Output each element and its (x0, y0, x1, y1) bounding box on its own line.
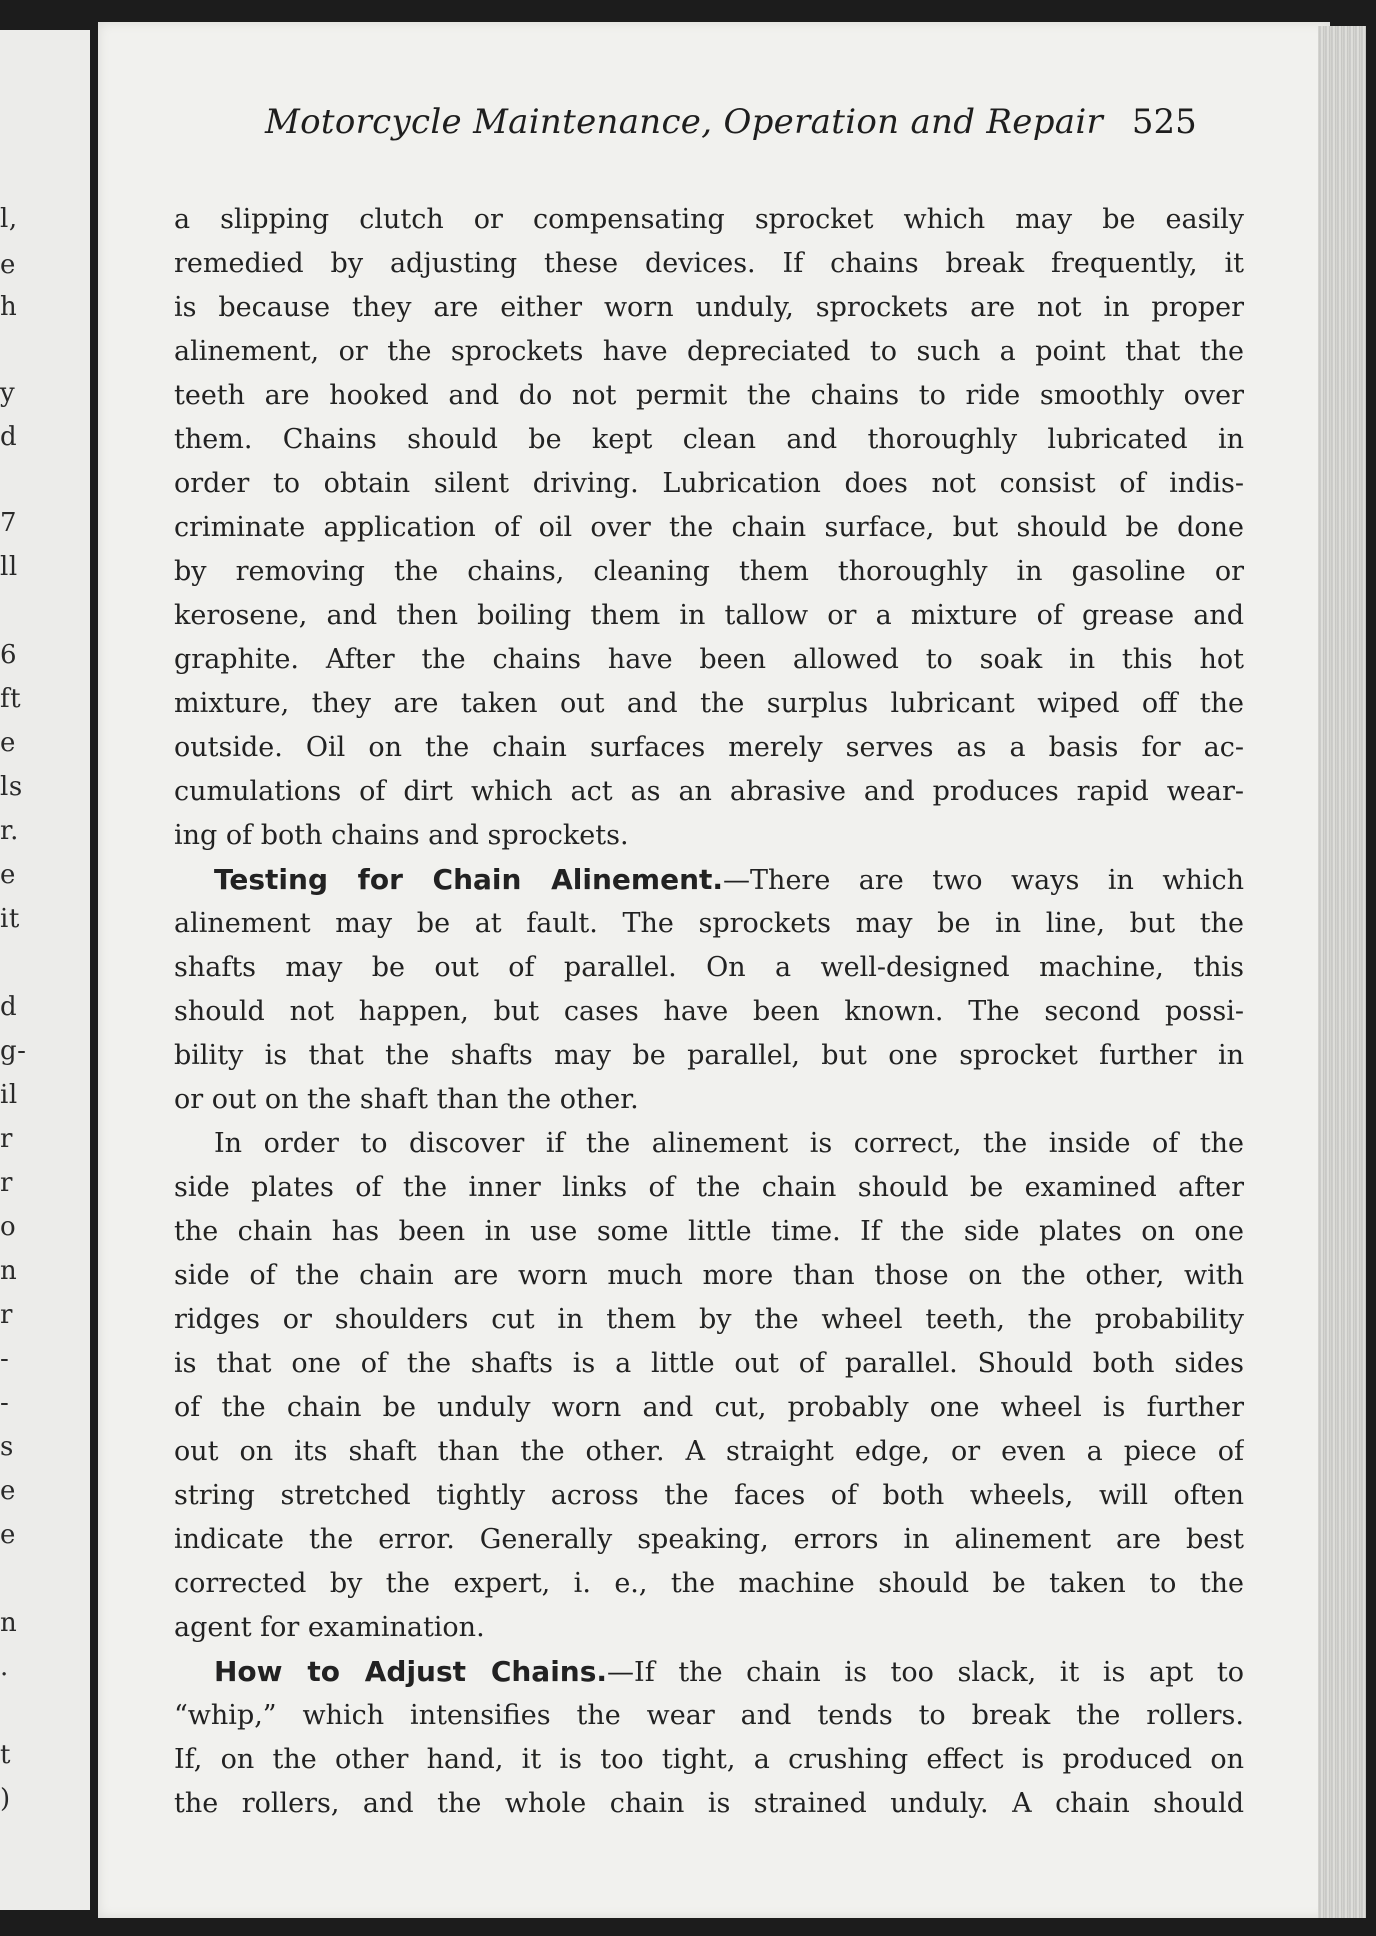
running-header (265, 102, 1245, 142)
text-line: bility is that the shafts may be parallel, but one sprocket further in (174, 1040, 1244, 1071)
running-title: Motorcycle Maintenance, Operation and Repair (265, 102, 1104, 142)
text-line: alinement may be at fault. The sprockets may be in line, but the (174, 908, 1244, 939)
margin-fragment: r (0, 1124, 13, 1154)
section-heading: Testing for Chain Alinement. (214, 863, 724, 896)
text-line: If, on the other hand, it is too tight, a crushing effect is produced on (174, 1744, 1244, 1775)
margin-fragment: ) (0, 1784, 11, 1814)
text-line: order to obtain silent driving. Lubrication does not consist of indis- (174, 468, 1244, 499)
text-line: criminate application of oil over the chain surface, but should be done (174, 512, 1244, 543)
text-line: side plates of the inner links of the chain should be examined after (174, 1172, 1244, 1203)
text-line: by removing the chains, cleaning them thoroughly in gasoline or (174, 556, 1244, 587)
page-stack-edge (1318, 26, 1366, 1918)
margin-fragment: n (0, 1256, 18, 1286)
text-line: the rollers, and the whole chain is strained unduly. A chain should (174, 1788, 1244, 1819)
text-line: is that one of the shafts is a little out of parallel. Should both sides (174, 1348, 1244, 1379)
text-line: ing of both chains and sprockets. (174, 820, 629, 851)
page-body (174, 198, 1244, 1826)
text-line: shafts may be out of parallel. On a well-designed machine, this (174, 952, 1244, 983)
margin-fragment: - (0, 1388, 10, 1418)
text-line: out on its shaft than the other. A straight edge, or even a piece of (174, 1436, 1244, 1467)
margin-fragment: r (0, 1168, 13, 1198)
text-line: mixture, they are taken out and the surplus lubricant wiped off the (174, 688, 1244, 719)
text-line: ridges or shoulders cut in them by the wheel teeth, the probability (174, 1304, 1244, 1335)
margin-fragment: d (0, 992, 18, 1022)
margin-fragment: 7 (0, 508, 18, 538)
margin-fragment: s (0, 1432, 14, 1462)
margin-fragment: ls (0, 772, 23, 802)
facing-page-edge (0, 30, 90, 1910)
section-first-line (174, 858, 1244, 902)
section-first-line (174, 1650, 1244, 1694)
margin-fragment: . (0, 1652, 9, 1682)
text-line: remedied by adjusting these devices. If chains break frequently, it (174, 248, 1244, 279)
section-heading: How to Adjust Chains. (214, 1655, 608, 1688)
margin-fragment: o (0, 1212, 17, 1242)
margin-fragment: l, (0, 204, 18, 234)
section-testing-alinement (174, 858, 1244, 1122)
margin-fragment: ft (0, 684, 22, 714)
text-line: string stretched tightly across the faces of both wheels, will often (174, 1480, 1244, 1511)
section-lead-text: —If the chain is too slack, it is apt to (607, 1657, 1244, 1688)
text-line: kerosene, and then boiling them in tallow or a mixture of grease and (174, 600, 1244, 631)
text-line: cumulations of dirt which act as an abrasive and produces rapid wear- (174, 776, 1244, 807)
text-line: of the chain be unduly worn and cut, probably one wheel is further (174, 1392, 1244, 1423)
text-line: indicate the error. Generally speaking, errors in alinement are best (174, 1524, 1244, 1555)
page-number: 525 (1131, 102, 1197, 142)
margin-fragment: r. (0, 816, 19, 846)
margin-fragment: d (0, 422, 18, 452)
text-line: the chain has been in use some little time. If the side plates on one (174, 1216, 1244, 1247)
paragraph-chain-care (174, 198, 1244, 858)
text-line: “whip,” which intensifies the wear and tends to break the rollers. (174, 1700, 1244, 1731)
text-line: graphite. After the chains have been allowed to soak in this hot (174, 644, 1244, 675)
text-line: side of the chain are worn much more than those on the other, with (174, 1260, 1244, 1291)
margin-fragment: e (0, 860, 16, 890)
text-line: a slipping clutch or compensating sprocket which may be easily (174, 204, 1244, 235)
margin-fragment: y (0, 378, 16, 408)
margin-fragment: e (0, 1520, 16, 1550)
margin-fragment: ll (0, 552, 18, 582)
paragraph-discover-alinement (174, 1122, 1244, 1650)
section-lead-text: —There are two ways in which (723, 865, 1244, 896)
margin-fragment: r (0, 1300, 13, 1330)
margin-fragment: e (0, 1476, 16, 1506)
margin-fragment: h (0, 292, 18, 322)
margin-fragment: t (0, 1740, 11, 1770)
margin-fragment: e (0, 728, 16, 758)
margin-fragment: 6 (0, 640, 18, 670)
text-line: corrected by the expert, i. e., the machine should be taken to the (174, 1568, 1244, 1599)
margin-fragment: e (0, 250, 16, 280)
text-line: should not happen, but cases have been known. The second possi- (174, 996, 1244, 1027)
margin-fragment: it (0, 904, 20, 934)
margin-fragment: n (0, 1608, 18, 1638)
text-line: agent for examination. (174, 1612, 485, 1643)
text-line: In order to discover if the alinement is correct, the inside of the (214, 1128, 1244, 1159)
text-line: alinement, or the sprockets have depreciated to such a point that the (174, 336, 1244, 367)
text-line: teeth are hooked and do not permit the chains to ride smoothly over (174, 380, 1244, 411)
margin-fragment: - (0, 1344, 10, 1374)
text-line: or out on the shaft than the other. (174, 1084, 639, 1115)
text-line: them. Chains should be kept clean and thoroughly lubricated in (174, 424, 1244, 455)
margin-fragment: il (0, 1080, 18, 1110)
section-adjust-chains (174, 1650, 1244, 1826)
text-line: outside. Oil on the chain surfaces merely serves as a basis for ac- (174, 732, 1244, 763)
margin-fragment: g- (0, 1036, 27, 1066)
text-line: is because they are either worn unduly, sprockets are not in proper (174, 292, 1244, 323)
